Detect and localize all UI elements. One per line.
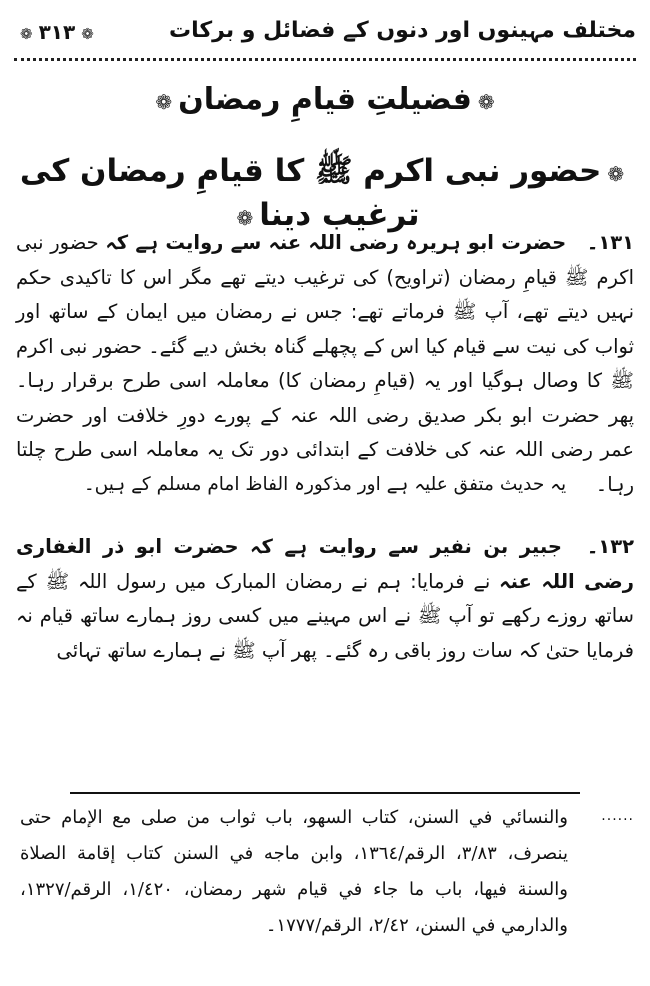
page-header bbox=[14, 14, 636, 56]
hadith-number: ۱۳۱۔ bbox=[586, 231, 635, 254]
hadith-attribution: یہ حدیث متفق علیہ ہے اور مذکورہ الفاظ امام مسلم کے ہیں۔ bbox=[83, 474, 567, 495]
ornament-icon: ❁ bbox=[477, 90, 495, 114]
ornament-icon: ❁ bbox=[20, 25, 33, 43]
header-divider bbox=[14, 58, 636, 61]
ornament-icon: ❁ bbox=[81, 25, 94, 43]
ornament-icon: ❁ bbox=[155, 90, 173, 114]
section-title: ❁فضیلتِ قیامِ رمضان❁ bbox=[0, 82, 650, 117]
hadith-132 bbox=[16, 530, 634, 668]
hadith-text: نے فرمایا: ہم نے رمضان المبارک میں رسول اللہ ﷺ کے ساتھ روزے رکھے تو آپ ﷺ نے اس مہینے میں کسی روز ہمارے ساتھ قیام نہ فرمایا حتیٰ کہ سات روز باقی رہ گئے۔ پھر آپ ﷺ نے ہمارے ساتھ تہائی bbox=[16, 569, 634, 662]
footnote-marker: ...... bbox=[601, 808, 634, 824]
page-number: ❁۳۱۳❁ bbox=[14, 20, 100, 44]
hadith-narrator: جبیر بن نفیر سے روایت ہے کہ حضرت ابو ذر الغفاری رضی اللہ عنہ bbox=[16, 535, 634, 593]
hadith-narrator: حضرت ابو ہریرہ رضی اللہ عنہ سے روایت ہے کہ bbox=[105, 231, 567, 254]
chapter-subtitle: ❁حضور نبی اکرم ﷺ کا قیامِ رمضان کی ترغیب دینا❁ bbox=[0, 152, 650, 233]
ornament-icon: ❁ bbox=[607, 162, 625, 186]
hadith-number: ۱۳۲۔ bbox=[586, 535, 635, 558]
running-title: مختلف مہینوں اور دنوں کے فضائل و برکات bbox=[168, 18, 636, 43]
footnote-text: والنسائي في السنن، كتاب السهو، باب ثواب من صلى مع الإمام حتى ينصرف، ٣/٨٣، الرقم/١٣٦٤، وابن ماجه في السنن كتاب إقامة الصلاة والسنة فيها، باب ما جاء في قيام شهر رمضان، ١/٤٢٠، الرقم/١٣٢٧، والدارمي في السنن، ٢/٤٢، الرقم/١٧٧٧۔ bbox=[20, 807, 568, 936]
footnote-divider bbox=[70, 792, 580, 794]
hadith-text: حضور نبی اکرم ﷺ قیامِ رمضان (تراویح) کی ترغیب دیتے تھے مگر اس کا تاکیدی حکم نہیں دیتے تھے، آپ ﷺ فرماتے تھے: جس نے رمضان میں ایمان کے ساتھ اور ثواب کی نیت سے قیام کیا اس کے پچھلے گناہ بخش دیے گئے۔ حضور نبی اکرم ﷺ کا وصال ہوگیا اور یہ (قیامِ رمضان کا) معاملہ اسی طرح برقرار رہا۔ پھر حضرت ابو بکر صدیق رضی اللہ عنہ کے پورے دورِ خلافت اور حضرت عمر رضی اللہ عنہ کی خلافت کے ابتدائی دور تک یہ معاملہ اسی طرح چلتا رہا۔ bbox=[16, 231, 634, 496]
hadith-131 bbox=[16, 226, 634, 502]
ornament-icon: ❁ bbox=[236, 206, 254, 230]
